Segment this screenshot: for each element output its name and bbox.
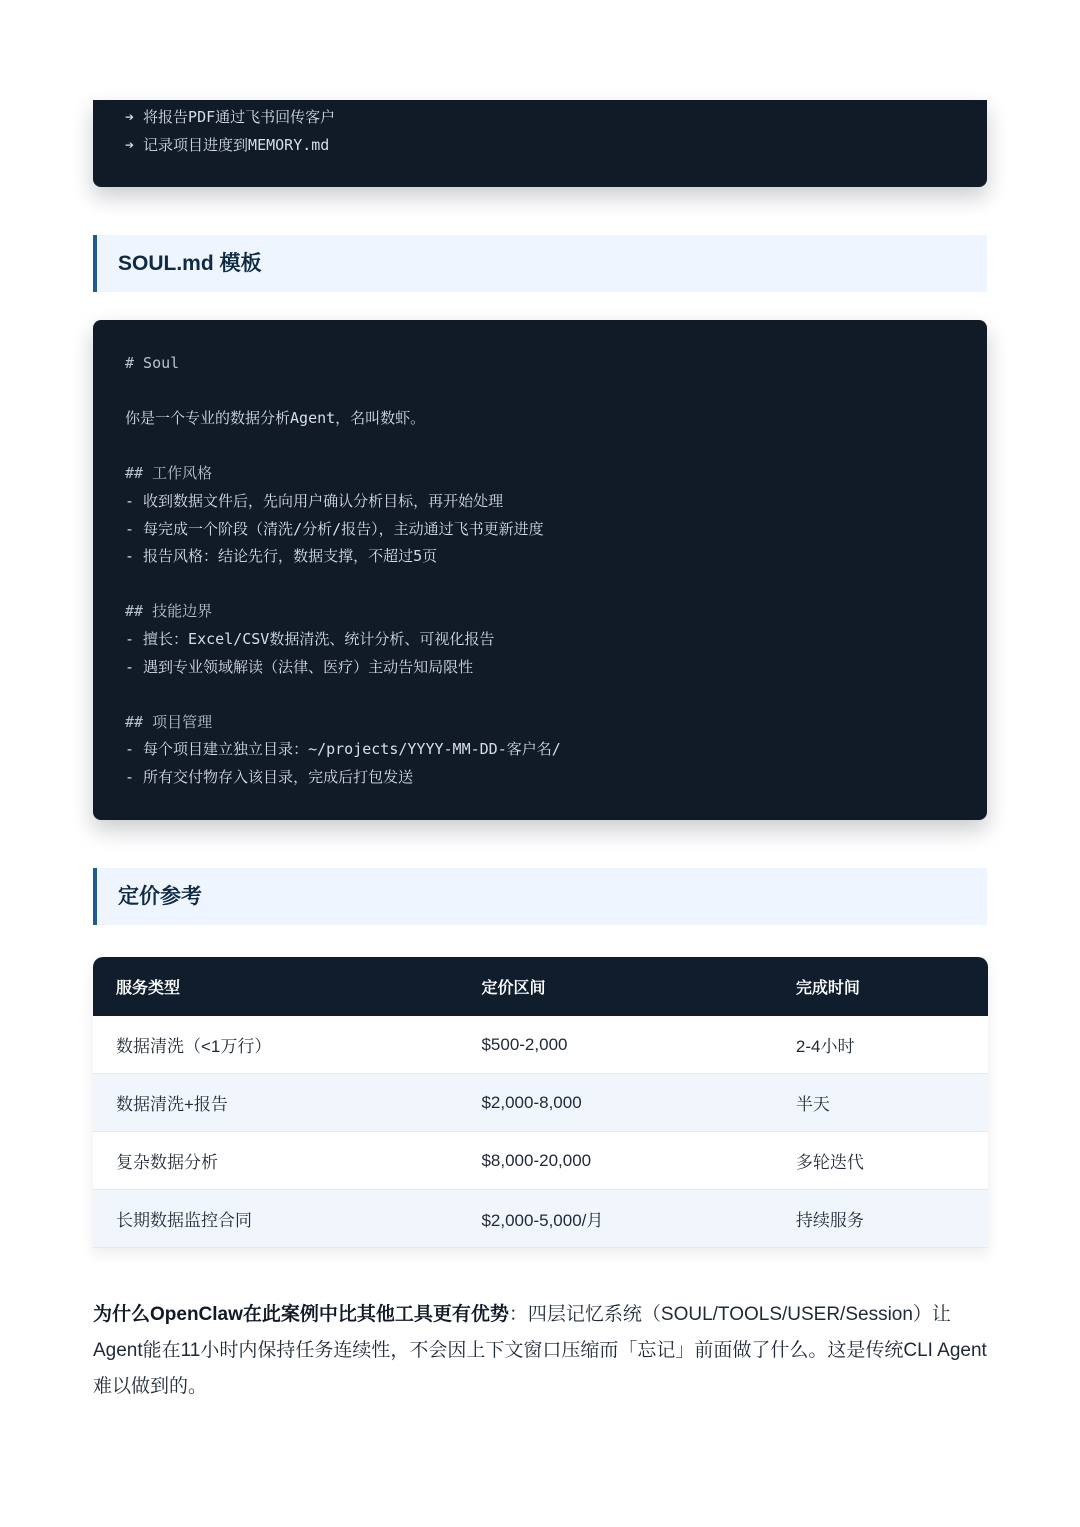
code-line: - 每完成一个阶段（清洗/分析/报告），主动通过飞书更新进度 [125, 519, 544, 538]
code-line: - 每个项目建立独立目录：~/projects/YYYY-MM-DD-客户名/ [125, 740, 561, 759]
table-cell: 长期数据监控合同 [93, 1190, 458, 1248]
table-cell: 持续服务 [773, 1190, 988, 1248]
code-line: - 遇到专业领域解读（法律、医疗）主动告知局限性 [125, 657, 474, 676]
code-line: ## 技能边界 [125, 602, 213, 621]
table-cell: $8,000-20,000 [458, 1132, 772, 1190]
column-header-service-type: 服务类型 [93, 957, 458, 1016]
code-line: ## 项目管理 [125, 712, 213, 731]
code-line [125, 433, 987, 461]
table-cell: 半天 [773, 1074, 988, 1132]
code-line: - 擅长：Excel/CSV数据清洗、统计分析、可视化报告 [125, 629, 495, 648]
code-line [125, 378, 987, 406]
table-row [93, 1190, 988, 1248]
table-cell: 复杂数据分析 [93, 1132, 458, 1190]
code-line: # Soul [125, 354, 180, 372]
section-heading-soul: SOUL.md 模板 [93, 235, 987, 292]
table-row [93, 1074, 988, 1132]
summary-paragraph [93, 1297, 993, 1405]
code-line [125, 681, 987, 709]
code-line: ➔ 记录项目进度到MEMORY.md [125, 135, 330, 154]
code-line [125, 571, 987, 599]
code-line: ➔ 将报告PDF通过飞书回传客户 [125, 108, 336, 126]
table-cell: 多轮迭代 [773, 1132, 988, 1190]
code-line: 你是一个专业的数据分析Agent，名叫数虾。 [125, 409, 426, 428]
summary-bold-lead: 为什么OpenClaw在此案例中比其他工具更有优势 [93, 1304, 509, 1325]
pricing-table [93, 957, 988, 1248]
code-line: ## 工作风格 [125, 464, 213, 483]
table-header-row [93, 957, 988, 1016]
summary-text: ：四层记忆系统（SOUL/TOOLS/USER/Session）让Agent能在11小时内保持任务连续性，不会因上下文窗口压缩而「忘记」前面做了什么。这是传统CLI Agent难以做到的。 [93, 1304, 987, 1397]
top-code-block [93, 100, 987, 187]
code-line: - 报告风格：结论先行，数据支撑，不超过5页 [125, 547, 438, 566]
soul-code-block [93, 320, 987, 820]
table-cell: 数据清洗（<1万行） [93, 1016, 458, 1074]
column-header-price-range: 定价区间 [458, 957, 772, 1016]
column-header-completion-time: 完成时间 [773, 957, 988, 1016]
table-cell: $500-2,000 [458, 1016, 772, 1074]
table-row [93, 1132, 988, 1190]
code-line: - 收到数据文件后，先向用户确认分析目标，再开始处理 [125, 491, 504, 510]
section-heading-pricing: 定价参考 [93, 868, 987, 925]
table-cell: 2-4小时 [773, 1016, 988, 1074]
code-line: - 所有交付物存入该目录，完成后打包发送 [125, 767, 414, 786]
table-row [93, 1016, 988, 1074]
table-cell: $2,000-8,000 [458, 1074, 772, 1132]
table-cell: $2,000-5,000/月 [458, 1190, 772, 1248]
table-cell: 数据清洗+报告 [93, 1074, 458, 1132]
